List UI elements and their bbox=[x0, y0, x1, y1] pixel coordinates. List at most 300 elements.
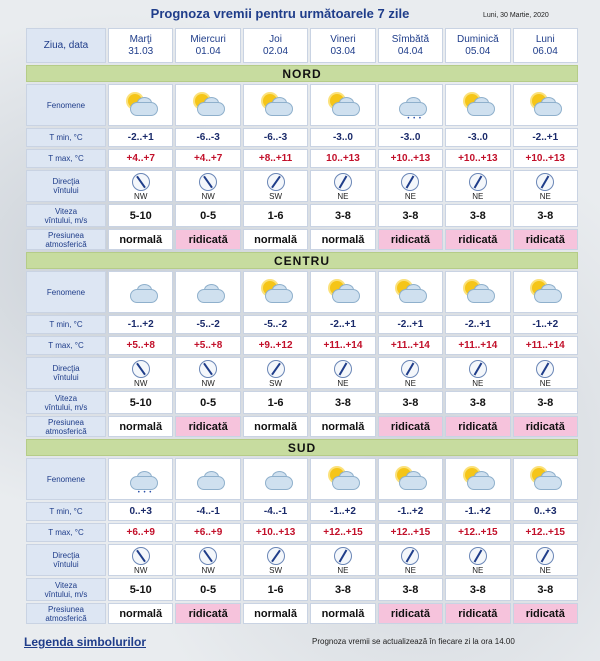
tmin-label bbox=[26, 315, 106, 334]
tmax-label bbox=[26, 336, 106, 355]
pressure-value: ridicată bbox=[525, 607, 565, 620]
pressure-cell bbox=[513, 416, 578, 437]
wind-speed-label-text: vîntului, m/s bbox=[44, 215, 88, 225]
wind-direction-cell bbox=[243, 544, 308, 576]
pressure-row bbox=[26, 416, 578, 437]
compass-arrow-icon bbox=[334, 547, 352, 565]
wind-speed-value: 3-8 bbox=[469, 396, 486, 409]
wind-direction-label bbox=[26, 544, 106, 576]
sun-cloud-icon bbox=[259, 279, 293, 305]
pressure-cell bbox=[108, 603, 173, 624]
wind-speed-cell bbox=[513, 204, 578, 227]
sun-cloud-icon bbox=[326, 466, 360, 492]
wind-direction-text: NE bbox=[472, 379, 484, 388]
weather-icon-cell bbox=[310, 271, 375, 313]
tmax-value: +8..+11 bbox=[258, 153, 293, 164]
pressure-value: ridicată bbox=[458, 233, 498, 246]
day-date-label bbox=[26, 28, 106, 63]
tmax-value: +12..+15 bbox=[390, 527, 431, 538]
wind-direction-cell bbox=[513, 544, 578, 576]
tmax-value: +11..+14 bbox=[390, 340, 430, 351]
pressure-cell bbox=[175, 229, 240, 250]
wind-direction-cell bbox=[243, 170, 308, 202]
tmin-cell bbox=[378, 128, 443, 147]
pressure-cell bbox=[445, 603, 510, 624]
day-date: 03.04 bbox=[330, 45, 356, 57]
tmin-value: -3..0 bbox=[332, 132, 353, 143]
pressure-cell bbox=[108, 229, 173, 250]
tmax-label-text: T max, °C bbox=[48, 341, 84, 350]
pressure-value: ridicată bbox=[188, 233, 228, 246]
day-header bbox=[378, 28, 443, 63]
tmax-value: +10..+13 bbox=[390, 153, 431, 164]
region-band bbox=[26, 439, 578, 456]
pressure-value: normală bbox=[254, 607, 297, 620]
day-name: Miercuri bbox=[190, 33, 226, 45]
compass-arrow-icon bbox=[199, 173, 217, 191]
weather-icon-cell bbox=[243, 271, 308, 313]
fenomene-row bbox=[26, 84, 578, 126]
compass-arrow-icon bbox=[132, 360, 150, 378]
wind-speed-cell bbox=[445, 204, 510, 227]
wind-direction-text: NW bbox=[201, 566, 215, 575]
tmin-row bbox=[26, 502, 578, 521]
tmax-cell bbox=[310, 523, 375, 542]
tmax-label bbox=[26, 149, 106, 168]
pressure-value: normală bbox=[254, 233, 297, 246]
compass-arrow-icon bbox=[334, 360, 352, 378]
tmin-value: -1..+2 bbox=[330, 506, 356, 517]
pressure-label-text: atmosferică bbox=[45, 426, 87, 436]
tmin-cell bbox=[513, 128, 578, 147]
day-header bbox=[445, 28, 510, 63]
wind-direction-text: NE bbox=[337, 566, 349, 575]
compass-arrow-icon bbox=[132, 173, 150, 191]
wind-direction-text: SW bbox=[269, 566, 282, 575]
day-name: Joi bbox=[269, 33, 282, 45]
day-header bbox=[243, 28, 308, 63]
compass-arrow-icon bbox=[536, 360, 554, 378]
tmin-value: -2..+1 bbox=[532, 132, 559, 143]
tmin-value: -5..-2 bbox=[196, 319, 220, 330]
tmax-cell bbox=[175, 523, 240, 542]
wind-direction-cell bbox=[310, 170, 375, 202]
weather-icon-cell bbox=[378, 84, 443, 126]
pressure-value: ridicată bbox=[525, 233, 565, 246]
tmin-value: -3..0 bbox=[467, 132, 488, 143]
wind-direction-cell bbox=[445, 544, 510, 576]
tmax-value: +12..+15 bbox=[323, 527, 363, 538]
tmax-cell bbox=[513, 523, 578, 542]
day-name: Sîmbătă bbox=[391, 33, 430, 45]
pressure-row bbox=[26, 229, 578, 250]
wind-direction-text: NW bbox=[201, 192, 215, 201]
day-date-label-text: Ziua, data bbox=[43, 39, 89, 51]
day-name: Marţi bbox=[129, 33, 152, 45]
compass-arrow-icon bbox=[132, 547, 150, 565]
tmin-label-text: T min, °C bbox=[49, 320, 83, 329]
tmin-row bbox=[26, 128, 578, 147]
wind-speed-cell bbox=[378, 204, 443, 227]
day-date: 05.04 bbox=[465, 45, 491, 57]
wind-direction-row bbox=[26, 544, 578, 576]
compass-arrow-icon bbox=[469, 360, 487, 378]
tmax-cell bbox=[108, 523, 173, 542]
wind-speed-value: 5-10 bbox=[129, 396, 152, 409]
tmin-value: 0..+3 bbox=[129, 506, 152, 517]
pressure-cell bbox=[175, 416, 240, 437]
wind-speed-value: 5-10 bbox=[129, 583, 152, 596]
tmax-value: +5..+8 bbox=[126, 340, 155, 351]
tmin-cell bbox=[445, 128, 510, 147]
wind-direction-label-text: Direcţia bbox=[52, 364, 80, 373]
wind-speed-label-text: Viteza bbox=[54, 580, 78, 590]
wind-speed-value: 0-5 bbox=[200, 396, 217, 409]
tmax-value: +10..+13 bbox=[458, 153, 498, 164]
wind-speed-label-text: Viteza bbox=[54, 393, 78, 403]
wind-speed-value: 1-6 bbox=[267, 396, 284, 409]
wind-speed-value: 3-8 bbox=[469, 209, 486, 222]
day-header bbox=[175, 28, 240, 63]
wind-speed-label-text: vîntului, m/s bbox=[44, 402, 88, 412]
cloud-icon bbox=[259, 466, 293, 492]
wind-direction-text: NE bbox=[539, 192, 551, 201]
day-header bbox=[310, 28, 375, 63]
wind-direction-cell bbox=[175, 357, 240, 389]
wind-speed-value: 3-8 bbox=[537, 396, 554, 409]
fenomene-label-text: Fenomene bbox=[46, 287, 86, 297]
wind-speed-row bbox=[26, 578, 578, 601]
tmax-label-text: T max, °C bbox=[48, 528, 84, 537]
compass-arrow-icon bbox=[401, 547, 419, 565]
wind-direction-label-text: Direcţia bbox=[52, 551, 80, 560]
tmin-value: -1..+2 bbox=[532, 319, 559, 330]
weather-icon-cell bbox=[513, 84, 578, 126]
tmin-cell bbox=[445, 315, 510, 334]
wind-direction-text: NW bbox=[134, 192, 148, 201]
wind-direction-cell bbox=[378, 544, 443, 576]
sun-cloud-icon bbox=[461, 279, 495, 305]
wind-direction-label-text: vîntului bbox=[53, 186, 79, 195]
tmax-value: +9..+12 bbox=[258, 340, 293, 351]
compass-arrow-icon bbox=[334, 173, 352, 191]
pressure-cell bbox=[310, 416, 375, 437]
tmin-cell bbox=[445, 502, 510, 521]
tmax-cell bbox=[175, 336, 240, 355]
wind-direction-cell bbox=[513, 357, 578, 389]
day-date: 31.03 bbox=[128, 45, 154, 57]
tmin-label bbox=[26, 128, 106, 147]
tmax-cell bbox=[445, 336, 510, 355]
wind-speed-cell bbox=[243, 391, 308, 414]
tmin-value: -4..-1 bbox=[263, 506, 288, 517]
wind-speed-value: 5-10 bbox=[129, 209, 152, 222]
wind-speed-value: 3-8 bbox=[469, 583, 486, 596]
wind-speed-cell bbox=[445, 391, 510, 414]
pressure-value: normală bbox=[321, 233, 365, 246]
wind-direction-text: NW bbox=[134, 566, 148, 575]
fenomene-label bbox=[26, 271, 106, 313]
tmax-cell bbox=[445, 523, 510, 542]
wind-direction-text: NW bbox=[201, 379, 215, 388]
tmin-value: -6..-3 bbox=[263, 132, 288, 143]
wind-speed-label bbox=[26, 204, 106, 227]
pressure-cell bbox=[175, 603, 240, 624]
weather-icon-cell bbox=[175, 458, 240, 500]
wind-direction-label-text: Direcţia bbox=[52, 177, 80, 186]
tmax-value: +10..+13 bbox=[255, 527, 296, 538]
tmin-value: 0..+3 bbox=[534, 506, 557, 517]
tmin-value: -1..+2 bbox=[397, 506, 424, 517]
weather-icon-cell bbox=[310, 84, 375, 126]
tmin-value: -1..+2 bbox=[127, 319, 154, 330]
tmax-cell bbox=[310, 149, 375, 168]
day-date: 01.04 bbox=[195, 45, 221, 57]
tmax-cell bbox=[243, 523, 308, 542]
compass-arrow-icon bbox=[469, 173, 487, 191]
cloud-rain-icon: • • • bbox=[124, 466, 158, 492]
wind-direction-cell bbox=[108, 357, 173, 389]
day-name: Luni bbox=[535, 33, 555, 45]
wind-speed-value: 3-8 bbox=[537, 209, 554, 222]
tmin-cell bbox=[175, 315, 240, 334]
wind-direction-text: NE bbox=[404, 192, 416, 201]
tmax-value: +6..+9 bbox=[126, 527, 155, 538]
wind-direction-text: NE bbox=[472, 566, 484, 575]
wind-speed-value: 0-5 bbox=[200, 583, 217, 596]
tmin-value: -1..+2 bbox=[464, 506, 491, 517]
tmax-value: +4..+7 bbox=[126, 153, 155, 164]
wind-direction-label-text: vîntului bbox=[53, 560, 79, 569]
wind-speed-cell bbox=[243, 204, 308, 227]
wind-direction-text: NE bbox=[404, 566, 416, 575]
weather-icon-cell bbox=[108, 458, 173, 500]
sun-cloud-icon bbox=[259, 92, 293, 118]
wind-direction-text: NE bbox=[539, 379, 551, 388]
weather-icon-cell bbox=[108, 271, 173, 313]
tmin-cell bbox=[108, 502, 173, 521]
sun-cloud-icon bbox=[326, 279, 360, 305]
pressure-value: normală bbox=[119, 233, 163, 246]
wind-speed-row bbox=[26, 204, 578, 227]
weather-icon-cell bbox=[513, 458, 578, 500]
weather-icon-cell bbox=[513, 271, 578, 313]
weather-icon-cell bbox=[310, 458, 375, 500]
region-name bbox=[26, 439, 578, 456]
weather-icon-cell bbox=[445, 271, 510, 313]
compass-arrow-icon bbox=[267, 360, 285, 378]
pressure-value: ridicată bbox=[525, 420, 565, 433]
sun-cloud-icon bbox=[124, 92, 158, 118]
pressure-value: normală bbox=[119, 420, 163, 433]
region-name-text: CENTRU bbox=[274, 253, 330, 268]
wind-direction-cell bbox=[310, 357, 375, 389]
wind-speed-cell bbox=[513, 391, 578, 414]
wind-direction-label bbox=[26, 170, 106, 202]
compass-arrow-icon bbox=[401, 173, 419, 191]
wind-direction-cell bbox=[175, 544, 240, 576]
wind-speed-label bbox=[26, 391, 106, 414]
region-name bbox=[26, 65, 578, 82]
wind-speed-value: 3-8 bbox=[402, 209, 419, 222]
fenomene-label-text: Fenomene bbox=[46, 474, 86, 484]
region-name bbox=[26, 252, 578, 269]
compass-arrow-icon bbox=[536, 173, 554, 191]
wind-direction-cell bbox=[175, 170, 240, 202]
weather-icon-cell bbox=[378, 271, 443, 313]
sun-cloud-icon bbox=[461, 466, 495, 492]
sun-cloud-icon bbox=[528, 466, 562, 492]
fenomene-label bbox=[26, 84, 106, 126]
region-name-text: SUD bbox=[287, 440, 317, 455]
tmin-cell bbox=[310, 128, 375, 147]
compass-arrow-icon bbox=[267, 547, 285, 565]
wind-speed-label-text: Viteza bbox=[54, 206, 78, 216]
pressure-label-text: Presiunea bbox=[47, 230, 85, 240]
tmax-cell bbox=[243, 336, 308, 355]
wind-direction-text: SW bbox=[269, 192, 282, 201]
pressure-cell bbox=[378, 229, 443, 250]
sun-cloud-icon bbox=[528, 279, 562, 305]
wind-direction-cell bbox=[108, 170, 173, 202]
sun-cloud-icon bbox=[393, 279, 427, 305]
tmin-cell bbox=[175, 128, 240, 147]
legend-link[interactable]: Legenda simbolurilor bbox=[24, 635, 147, 649]
title-text: Prognoza vremii pentru următoarele 7 zile bbox=[150, 6, 410, 21]
pressure-cell bbox=[243, 603, 308, 624]
pressure-value: ridicată bbox=[458, 607, 498, 620]
tmax-cell bbox=[378, 336, 443, 355]
wind-direction-cell bbox=[108, 544, 173, 576]
tmax-value: +11..+14 bbox=[525, 340, 565, 351]
sun-cloud-icon bbox=[326, 92, 360, 118]
days-header-row bbox=[26, 28, 578, 63]
pressure-cell bbox=[243, 416, 308, 437]
pressure-label-text: atmosferică bbox=[45, 613, 87, 623]
tmin-cell bbox=[310, 315, 375, 334]
tmin-value: -2..+1 bbox=[397, 319, 424, 330]
sun-cloud-icon bbox=[393, 466, 427, 492]
tmax-row bbox=[26, 336, 578, 355]
pressure-cell bbox=[243, 229, 308, 250]
wind-direction-text: SW bbox=[269, 379, 282, 388]
tmin-cell bbox=[243, 128, 308, 147]
wind-speed-value: 1-6 bbox=[267, 583, 284, 596]
pressure-label bbox=[26, 229, 106, 250]
header-date: Luni, 30 Martie, 2020 bbox=[483, 12, 549, 19]
compass-arrow-icon bbox=[469, 547, 487, 565]
wind-speed-cell bbox=[108, 578, 173, 601]
tmin-value: -2..+1 bbox=[330, 319, 356, 330]
wind-speed-label bbox=[26, 578, 106, 601]
pressure-row bbox=[26, 603, 578, 624]
wind-speed-cell bbox=[310, 204, 375, 227]
tmax-cell bbox=[243, 149, 308, 168]
wind-speed-cell bbox=[108, 391, 173, 414]
tmax-value: +4..+7 bbox=[193, 153, 223, 164]
wind-speed-cell bbox=[445, 578, 510, 601]
tmax-label bbox=[26, 523, 106, 542]
weather-icon-cell bbox=[175, 84, 240, 126]
wind-direction-row bbox=[26, 357, 578, 389]
sun-cloud-icon bbox=[461, 92, 495, 118]
cloud-icon bbox=[191, 279, 225, 305]
tmax-cell bbox=[445, 149, 510, 168]
fenomene-label bbox=[26, 458, 106, 500]
wind-speed-row bbox=[26, 391, 578, 414]
pressure-value: ridicată bbox=[390, 233, 430, 246]
wind-speed-cell bbox=[243, 578, 308, 601]
weather-icon-cell bbox=[445, 84, 510, 126]
tmin-value: -4..-1 bbox=[196, 506, 220, 517]
wind-direction-cell bbox=[445, 170, 510, 202]
tmin-cell bbox=[108, 128, 173, 147]
weather-icon-cell bbox=[108, 84, 173, 126]
tmax-value: +11..+14 bbox=[458, 340, 498, 351]
wind-speed-value: 1-6 bbox=[267, 209, 284, 222]
region-band bbox=[26, 252, 578, 269]
wind-direction-cell bbox=[378, 170, 443, 202]
tmin-row bbox=[26, 315, 578, 334]
pressure-value: ridicată bbox=[390, 420, 430, 433]
pressure-cell bbox=[513, 229, 578, 250]
tmax-row bbox=[26, 149, 578, 168]
pressure-cell bbox=[513, 603, 578, 624]
wind-direction-cell bbox=[378, 357, 443, 389]
tmin-cell bbox=[243, 315, 308, 334]
tmax-value: +6..+9 bbox=[193, 527, 223, 538]
tmax-cell bbox=[513, 336, 578, 355]
pressure-cell bbox=[445, 229, 510, 250]
tmax-cell bbox=[175, 149, 240, 168]
pressure-value: ridicată bbox=[458, 420, 498, 433]
pressure-cell bbox=[310, 229, 375, 250]
tmax-label-text: T max, °C bbox=[48, 154, 84, 163]
cloud-icon bbox=[191, 466, 225, 492]
tmin-cell bbox=[108, 315, 173, 334]
weather-icon-cell bbox=[243, 84, 308, 126]
wind-speed-value: 3-8 bbox=[537, 583, 554, 596]
wind-direction-cell bbox=[243, 357, 308, 389]
wind-speed-cell bbox=[175, 391, 240, 414]
tmin-cell bbox=[310, 502, 375, 521]
fenomene-row bbox=[26, 458, 578, 500]
compass-arrow-icon bbox=[199, 547, 217, 565]
wind-speed-cell bbox=[378, 578, 443, 601]
wind-direction-text: NW bbox=[134, 379, 148, 388]
weather-icon-cell bbox=[378, 458, 443, 500]
wind-speed-value: 3-8 bbox=[402, 396, 419, 409]
pressure-value: ridicată bbox=[390, 607, 430, 620]
compass-arrow-icon bbox=[536, 547, 554, 565]
wind-speed-cell bbox=[310, 391, 375, 414]
tmin-cell bbox=[243, 502, 308, 521]
pressure-cell bbox=[378, 416, 443, 437]
tmin-value: -6..-3 bbox=[196, 132, 220, 143]
tmin-cell bbox=[175, 502, 240, 521]
compass-arrow-icon bbox=[401, 360, 419, 378]
tmax-row bbox=[26, 523, 578, 542]
pressure-label-text: Presiunea bbox=[47, 417, 85, 427]
tmax-value: +10..+13 bbox=[525, 153, 565, 164]
tmax-cell bbox=[513, 149, 578, 168]
pressure-label bbox=[26, 416, 106, 437]
compass-arrow-icon bbox=[267, 173, 285, 191]
day-date: 02.04 bbox=[263, 45, 289, 57]
pressure-label bbox=[26, 603, 106, 624]
tmax-cell bbox=[108, 149, 173, 168]
weather-icon-cell bbox=[445, 458, 510, 500]
